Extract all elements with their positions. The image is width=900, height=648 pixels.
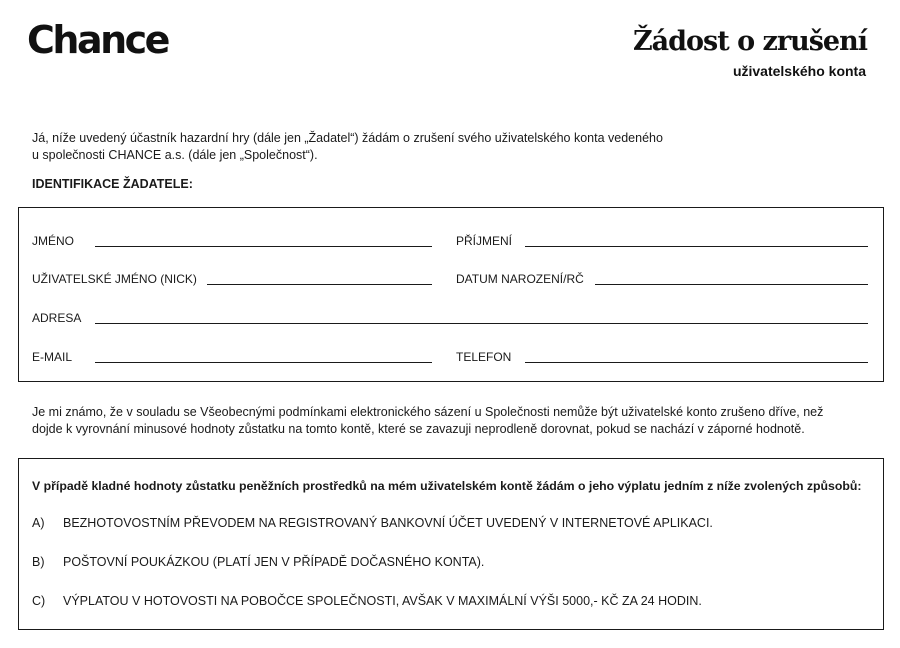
first-name-label: JMÉNO bbox=[32, 234, 74, 248]
payout-option-c[interactable] bbox=[32, 594, 702, 608]
payout-option-a-letter: A) bbox=[32, 516, 45, 530]
email-field[interactable] bbox=[32, 345, 432, 365]
payout-option-b-text: POŠTOVNÍ POUKÁZKOU (PLATÍ JEN V PŘÍPADĚ DOČASNÉHO KONTA). bbox=[63, 555, 485, 569]
payout-option-c-letter: C) bbox=[32, 594, 46, 608]
payout-option-b[interactable] bbox=[32, 555, 484, 569]
notice-line-2: dojde k vyrovnání minusové hodnoty zůstatku na tomto kontě, které se zavazuji neprodleně dorovnat, pokud se nachází v záporné hodnotě. bbox=[32, 422, 805, 436]
payout-option-c-text: VÝPLATOU V HOTOVOSTI NA POBOČCE SPOLEČNOSTI, AVŠAK V MAXIMÁLNÍ VÝŠI 5000,- KČ ZA 24 HODIN. bbox=[63, 594, 702, 608]
form-title: Žádost o zrušení bbox=[632, 26, 867, 57]
last-name-label: PŘÍJMENÍ bbox=[456, 234, 513, 248]
first-name-line[interactable] bbox=[95, 246, 432, 247]
form-subtitle: uživatelského konta bbox=[732, 63, 866, 79]
email-line[interactable] bbox=[95, 362, 432, 363]
phone-line[interactable] bbox=[525, 362, 868, 363]
username-label: UŽIVATELSKÉ JMÉNO (NICK) bbox=[32, 272, 197, 286]
payout-option-a-text: BEZHOTOVOSTNÍM PŘEVODEM NA REGISTROVANÝ BANKOVNÍ ÚČET UVEDENÝ V INTERNETOVÉ APLIKACI. bbox=[63, 516, 713, 530]
payout-box bbox=[18, 458, 884, 630]
address-field[interactable] bbox=[32, 306, 868, 326]
phone-label: TELEFON bbox=[456, 350, 512, 364]
email-label: E-MAIL bbox=[32, 350, 73, 364]
intro-text bbox=[32, 130, 732, 164]
birth-date-field[interactable] bbox=[456, 267, 868, 287]
notice-text bbox=[32, 404, 872, 438]
username-field[interactable] bbox=[32, 267, 432, 287]
chance-logo: Chance bbox=[27, 18, 168, 62]
address-line[interactable] bbox=[95, 323, 868, 324]
address-label: ADRESA bbox=[32, 311, 82, 325]
notice-line-1: Je mi známo, že v souladu se Všeobecnými podmínkami elektronického sázení u Společnosti nemůže být uživatelské konto zrušeno dříve, než bbox=[32, 405, 824, 419]
identification-box bbox=[18, 207, 884, 382]
intro-line-2: u společnosti CHANCE a.s. (dále jen „Společnost“). bbox=[32, 148, 318, 162]
last-name-field[interactable] bbox=[456, 229, 868, 249]
phone-field[interactable] bbox=[456, 345, 868, 365]
payout-heading: V případě kladné hodnoty zůstatku peněžních prostředků na mém uživatelském kontě žádám o jeho výplatu jedním z níže zvolených způsobů: bbox=[32, 479, 862, 493]
last-name-line[interactable] bbox=[525, 246, 868, 247]
payout-option-b-letter: B) bbox=[32, 555, 45, 569]
intro-line-1: Já, níže uvedený účastník hazardní hry (dále jen „Žadatel“) žádám o zrušení svého uživatelského konta vedeného bbox=[32, 131, 663, 145]
identification-heading: IDENTIFIKACE ŽADATELE: bbox=[32, 177, 193, 191]
payout-option-a[interactable] bbox=[32, 516, 713, 530]
first-name-field[interactable] bbox=[32, 229, 432, 249]
birth-date-label: DATUM NAROZENÍ/RČ bbox=[456, 272, 584, 286]
birth-date-line[interactable] bbox=[595, 284, 868, 285]
username-line[interactable] bbox=[207, 284, 432, 285]
